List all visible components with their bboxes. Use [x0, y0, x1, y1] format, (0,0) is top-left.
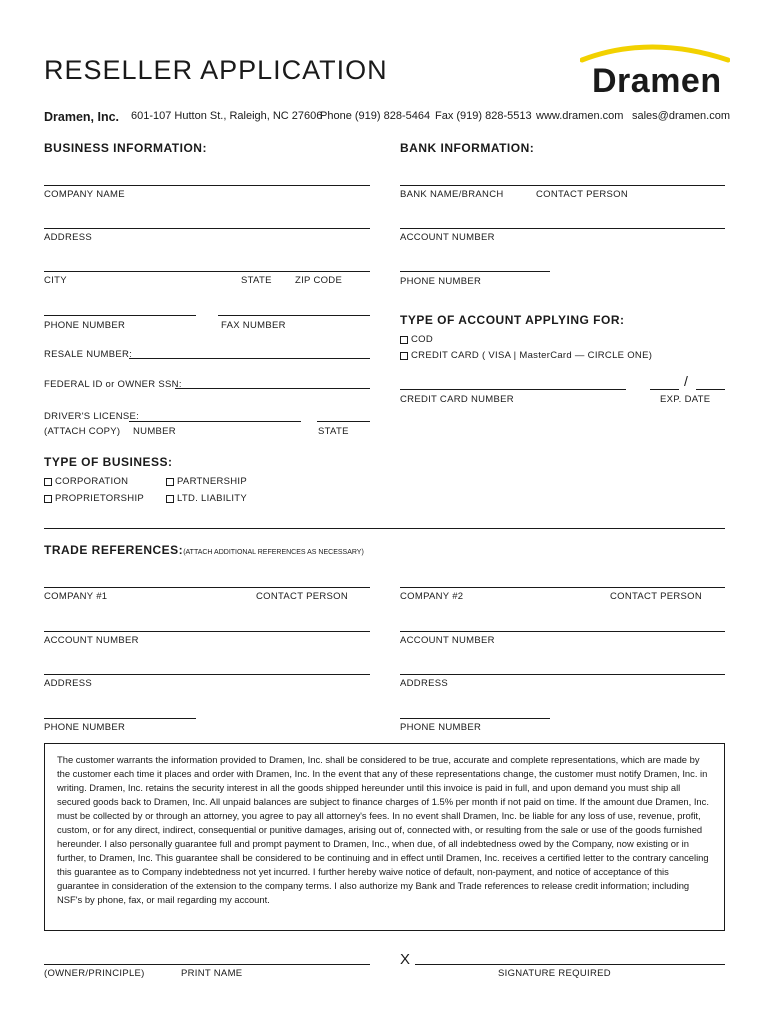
trade1-address-field[interactable]	[44, 674, 370, 675]
drivers-license-number-field[interactable]	[129, 421, 301, 422]
owner-name-field[interactable]	[44, 964, 370, 965]
dl-state-label: STATE	[318, 426, 349, 437]
trade1-company-field[interactable]	[44, 587, 370, 588]
company-website[interactable]: www.dramen.com	[536, 110, 624, 122]
fax-label: FAX NUMBER	[221, 320, 286, 331]
print-name-label: PRINT NAME	[181, 968, 243, 979]
drivers-license-label: DRIVER'S LICENSE:	[44, 411, 140, 422]
phone-field[interactable]	[44, 315, 196, 316]
bank-branch-label: BANK NAME/BRANCH	[400, 189, 504, 200]
corporation-option[interactable]: CORPORATION	[44, 476, 128, 487]
bank-phone-label: PHONE NUMBER	[400, 276, 482, 287]
state-label: STATE	[241, 275, 272, 286]
trade1-company-label: COMPANY #1	[44, 591, 108, 602]
credit-card-number-label: CREDIT CARD NUMBER	[400, 394, 514, 405]
trade2-contact-label: CONTACT PERSON	[610, 591, 702, 602]
trade1-contact-label: CONTACT PERSON	[256, 591, 348, 602]
page-title: RESELLER APPLICATION	[44, 55, 388, 85]
trade-references-heading: TRADE REFERENCES:(ATTACH ADDITIONAL REFERENCES AS NECESSARY)	[44, 543, 364, 557]
partnership-option[interactable]: PARTNERSHIP	[166, 476, 247, 487]
company-address: 601-107 Hutton St., Raleigh, NC 27606	[131, 110, 323, 122]
trade1-account-label: ACCOUNT NUMBER	[44, 635, 139, 646]
trade1-phone-field[interactable]	[44, 718, 196, 719]
signature-field[interactable]	[415, 964, 725, 965]
trade2-address-label: ADDRESS	[400, 678, 449, 689]
resale-label: RESALE NUMBER:	[44, 349, 133, 360]
credit-card-number-field[interactable]	[400, 389, 626, 390]
checkbox-icon[interactable]	[44, 495, 52, 503]
bank-account-field[interactable]	[400, 228, 725, 229]
trade2-account-field[interactable]	[400, 631, 725, 632]
address-label: ADDRESS	[44, 232, 93, 243]
proprietorship-option[interactable]: PROPRIETORSHIP	[44, 493, 144, 504]
exp-month-field[interactable]	[650, 389, 679, 390]
checkbox-icon[interactable]	[44, 478, 52, 486]
city-label: CITY	[44, 275, 67, 286]
logo: Dramen	[592, 62, 722, 100]
federal-id-label: FEDERAL ID or OWNER SSN:	[44, 379, 182, 390]
cod-option[interactable]: COD	[400, 334, 433, 345]
business-type-heading: TYPE OF BUSINESS:	[44, 455, 173, 469]
company-name-label: COMPANY NAME	[44, 189, 125, 200]
bank-account-label: ACCOUNT NUMBER	[400, 232, 495, 243]
checkbox-icon[interactable]	[166, 495, 174, 503]
trade1-address-label: ADDRESS	[44, 678, 93, 689]
trade2-phone-field[interactable]	[400, 718, 550, 719]
checkbox-icon[interactable]	[166, 478, 174, 486]
owner-label: (OWNER/PRINCIPLE)	[44, 968, 145, 979]
zip-label: ZIP CODE	[295, 275, 343, 286]
checkbox-icon[interactable]	[400, 336, 408, 344]
resale-field[interactable]	[129, 358, 370, 359]
trade-references-note: (ATTACH ADDITIONAL REFERENCES AS NECESSARY)	[183, 549, 364, 556]
business-info-heading: BUSINESS INFORMATION:	[44, 141, 207, 155]
trade1-phone-label: PHONE NUMBER	[44, 722, 126, 733]
signature-x: X	[400, 951, 411, 968]
drivers-license-state-field[interactable]	[317, 421, 370, 422]
bank-info-heading: BANK INFORMATION:	[400, 141, 535, 155]
company-phone: Phone (919) 828-5464	[320, 110, 431, 122]
trade2-company-field[interactable]	[400, 587, 725, 588]
bank-phone-field[interactable]	[400, 271, 550, 272]
bank-contact-label: CONTACT PERSON	[536, 189, 628, 200]
federal-id-field[interactable]	[175, 388, 370, 389]
trade2-account-label: ACCOUNT NUMBER	[400, 635, 495, 646]
signature-required-label: SIGNATURE REQUIRED	[498, 968, 611, 979]
company-fax: Fax (919) 828-5513	[435, 110, 532, 122]
trade2-address-field[interactable]	[400, 674, 725, 675]
attach-copy-label: (ATTACH COPY)	[44, 426, 121, 437]
trade2-company-label: COMPANY #2	[400, 591, 464, 602]
dl-number-label: NUMBER	[133, 426, 176, 437]
exp-date-label: EXP. DATE	[660, 394, 711, 405]
llc-option[interactable]: LTD. LIABILITY	[166, 493, 247, 504]
section-divider	[44, 528, 725, 529]
trade2-phone-label: PHONE NUMBER	[400, 722, 482, 733]
bank-branch-field[interactable]	[400, 185, 725, 186]
terms-text: The customer warrants the information provided to Dramen, Inc. shall be considered to be true, accurate and complete representations, which are made by the customer each time it places and order with Dramen, Inc. In the event that any of these representations change, the customer must notify Dramen, Inc. in writing. Dramen, Inc. retains the security interest in all the goods shipped hereunder until this invoice is paid in full, and upon demand you must ship all secured goods back to Dramen, Inc. All unpaid balances are subject to finance charges of 1.5% per month if not paid on time. If the amount due Dramen, Inc. must be collected by or through an attorney, you agree to pay all attorney's fees. In no event shall Dramen, Inc. be liable for any loss of use, revenue, profit, custom, or for any direct, indirect, consequential or punitive damages, arising out of, connected with, or resulting from the sale or use of the goods furnished hereunder. I also personally guarantee full and prompt payment to Dramen, Inc., when due, of all indebtedness owed by the Company, now existing or in further, to Dramen, Inc. This guarantee shall be considered to be continuing and in effect until Dramen, Inc. receives a certified letter to the contrary canceling this guarantee as to Company indebtedness not yet incurred. I further hereby waive notice of default, non-payment, and notice of acceptance of this guarantee in consideration of the extension to the company terms. I also authorize my Bank and Trade references to release credit information; including NSF's by phone, fax, or mail regarding my account.	[44, 743, 725, 931]
fax-field[interactable]	[218, 315, 370, 316]
company-name: Dramen, Inc.	[44, 110, 120, 124]
address-field[interactable]	[44, 228, 370, 229]
company-email[interactable]: sales@dramen.com	[632, 110, 730, 122]
exp-separator: /	[684, 373, 688, 389]
credit-card-option[interactable]: CREDIT CARD ( VISA | MasterCard — CIRCLE ONE)	[400, 350, 652, 361]
phone-label: PHONE NUMBER	[44, 320, 126, 331]
city-state-zip-field[interactable]	[44, 271, 370, 272]
company-name-field[interactable]	[44, 185, 370, 186]
trade1-account-field[interactable]	[44, 631, 370, 632]
checkbox-icon[interactable]	[400, 352, 408, 360]
account-type-heading: TYPE OF ACCOUNT APPLYING FOR:	[400, 313, 625, 327]
exp-year-field[interactable]	[696, 389, 725, 390]
